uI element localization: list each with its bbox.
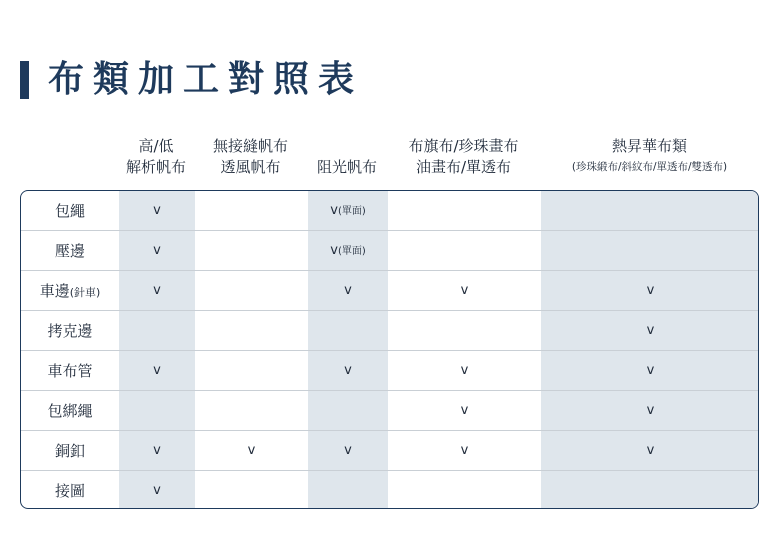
column-header-line2: (珍珠緞布/斜紋布/單透布/雙透布)	[571, 161, 728, 173]
table-cell	[195, 191, 308, 231]
check-mark: v	[153, 283, 161, 298]
table-cell	[541, 351, 759, 391]
table-cell	[388, 231, 541, 271]
cell-note: (單面)	[337, 206, 366, 217]
table-cell	[119, 391, 195, 431]
check-mark: v	[646, 363, 655, 378]
table-cell	[541, 191, 759, 231]
table-cell	[119, 231, 195, 271]
check-mark: v	[247, 443, 256, 458]
table-cell	[541, 471, 759, 509]
table-cell	[388, 271, 541, 311]
column-header-line1: 無接縫帆布	[212, 137, 288, 155]
table-cell	[119, 271, 195, 311]
check-mark: v	[153, 203, 161, 218]
table-row	[21, 390, 758, 431]
table-cell	[541, 311, 759, 351]
column-header-line2: 油畫布/單透布	[415, 158, 512, 176]
check-mark: v	[344, 363, 352, 378]
column-header-line1: 熱昇華布類	[611, 137, 687, 155]
row-label	[21, 391, 119, 431]
table-cell	[119, 351, 195, 391]
check-mark: v	[646, 323, 655, 338]
cell-note: (單面)	[337, 246, 366, 257]
column-header-5	[530, 136, 769, 178]
column-header-line2: 透風帆布	[220, 158, 281, 176]
row-label-text: 銅釦	[54, 442, 85, 460]
check-mark: v	[330, 203, 338, 218]
table-cell	[541, 231, 759, 271]
title-accent-bar	[20, 61, 29, 99]
row-label	[21, 431, 119, 471]
check-mark: v	[460, 403, 469, 418]
check-mark: v	[153, 243, 161, 258]
table-row	[21, 430, 758, 471]
table-cell	[308, 471, 388, 509]
column-header-line2: 阻光帆布	[316, 158, 377, 176]
row-label-text: 包綁繩	[47, 402, 93, 420]
row-label	[21, 271, 119, 311]
table-cell	[308, 271, 388, 311]
check-mark: v	[646, 443, 655, 458]
column-header-line1: 布旗布/珍珠畫布	[408, 137, 519, 155]
table-cell	[119, 191, 195, 231]
table-row	[21, 310, 758, 351]
table-cell	[388, 311, 541, 351]
table-cell	[195, 391, 308, 431]
row-label-text: 接圖	[54, 482, 85, 500]
table-cell	[308, 231, 388, 271]
table-cell	[388, 191, 541, 231]
check-mark: v	[344, 283, 352, 298]
check-mark: v	[460, 363, 469, 378]
table-cell	[119, 431, 195, 471]
check-mark: v	[330, 243, 338, 258]
row-label-text: 壓邊	[54, 242, 85, 260]
row-label-text: 拷克邊	[47, 322, 93, 340]
table-cell	[308, 191, 388, 231]
table-cell	[388, 391, 541, 431]
row-label	[21, 471, 119, 509]
row-label-text: 車布管	[47, 362, 93, 380]
table-cell	[195, 431, 308, 471]
table-cell	[308, 431, 388, 471]
page-title: 布類加工對照表	[48, 59, 364, 100]
table-cell	[541, 271, 759, 311]
table-cell	[388, 351, 541, 391]
table-cell	[195, 471, 308, 509]
table-row	[21, 270, 758, 311]
table-row	[21, 191, 758, 231]
table-cell	[119, 311, 195, 351]
table-row	[21, 470, 758, 509]
table-cell	[195, 271, 308, 311]
table-cell	[388, 471, 541, 509]
table-cell	[308, 351, 388, 391]
table-cell	[119, 471, 195, 509]
check-mark: v	[344, 443, 352, 458]
row-label	[21, 351, 119, 391]
table-cell	[541, 391, 759, 431]
table-row	[21, 350, 758, 391]
table-cell	[308, 391, 388, 431]
table-cell	[195, 311, 308, 351]
column-header-4	[377, 136, 550, 178]
check-mark: v	[153, 483, 161, 498]
check-mark: v	[460, 443, 469, 458]
table-cell	[388, 431, 541, 471]
table-row	[21, 230, 758, 271]
table-cell	[195, 231, 308, 271]
column-header-line2: 解析帆布	[125, 158, 186, 176]
row-label	[21, 311, 119, 351]
check-mark: v	[153, 443, 161, 458]
table-cell	[308, 311, 388, 351]
check-mark: v	[646, 403, 655, 418]
table-cell	[195, 351, 308, 391]
check-mark: v	[153, 363, 161, 378]
table-cell	[541, 431, 759, 471]
row-label-text: 包繩	[54, 202, 85, 220]
check-mark: v	[646, 283, 655, 298]
row-label	[21, 231, 119, 271]
comparison-table	[20, 190, 759, 509]
column-header-line1: 高/低	[138, 137, 174, 155]
row-label-note: (針車)	[69, 286, 101, 299]
check-mark: v	[460, 283, 469, 298]
row-label	[21, 191, 119, 231]
row-label-text: 車邊	[39, 282, 70, 300]
